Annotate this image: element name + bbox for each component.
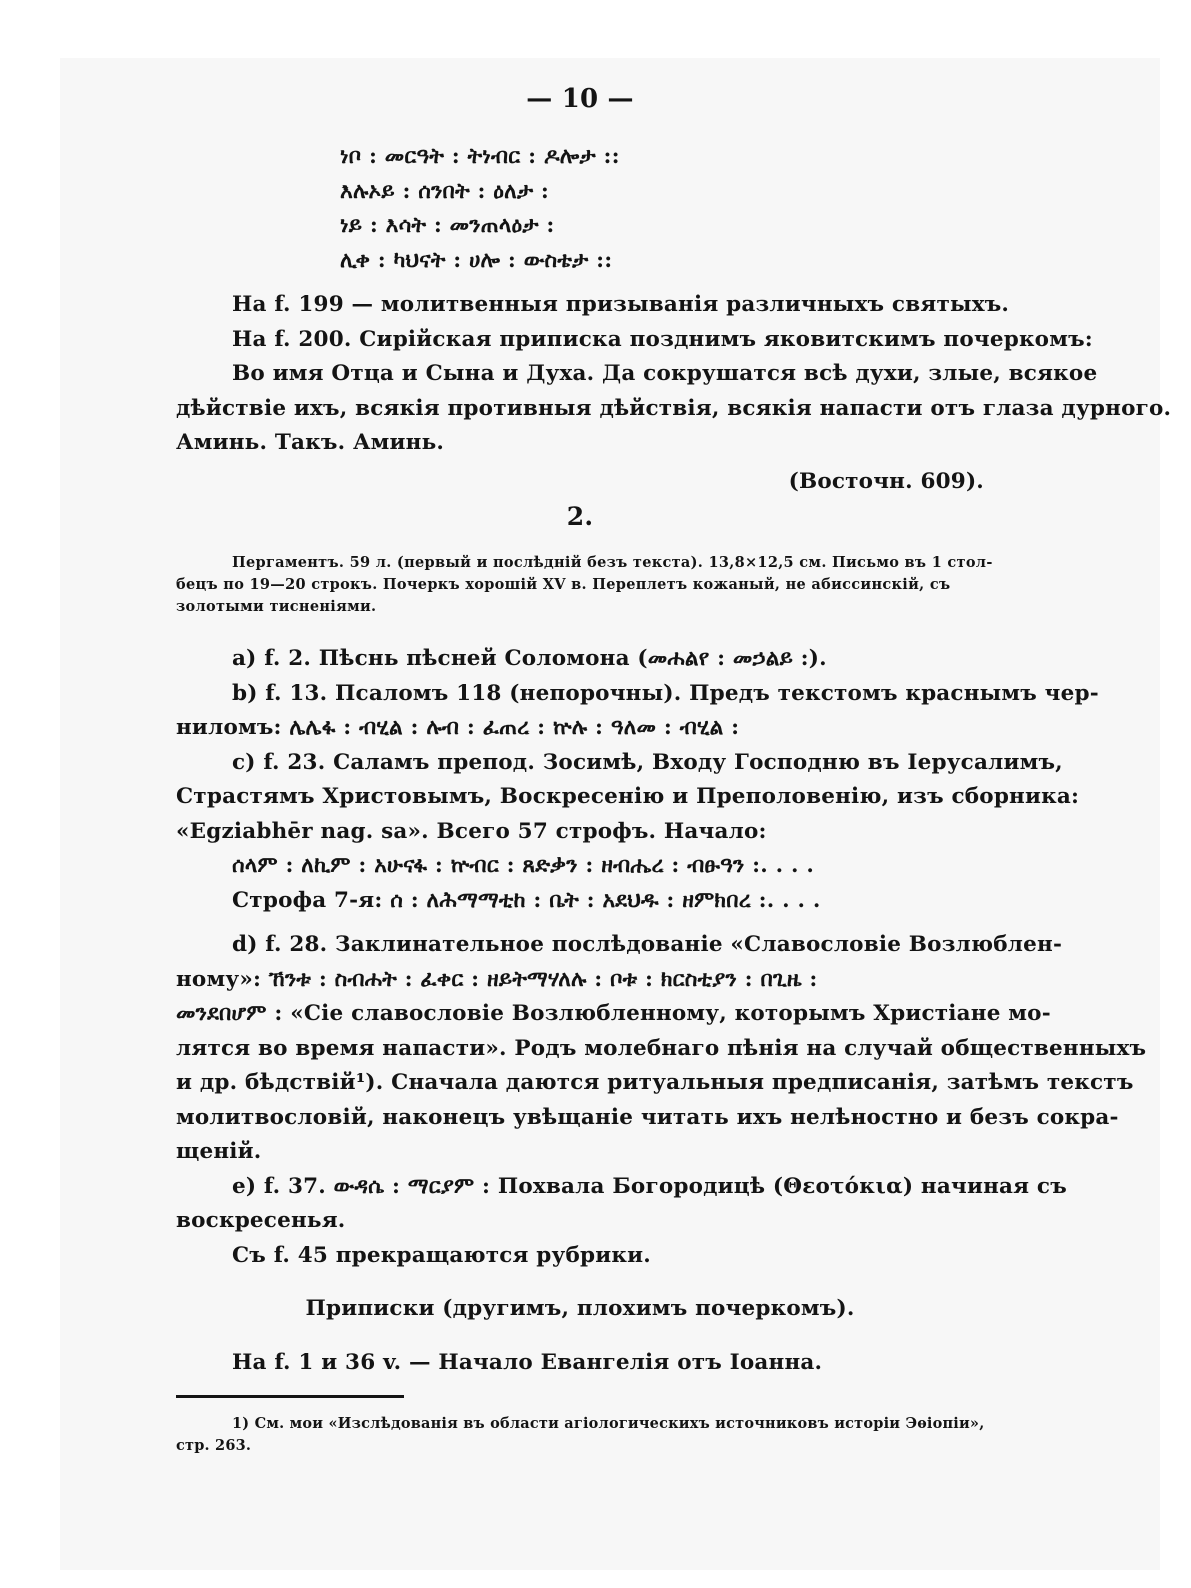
item-c-stanza: Строфа 7-я: ሰ : ለሕማማቲከ : ቤት : አደህዱ : ዘምክበረ :. . . . [232,887,821,913]
footnote-rule [176,1395,404,1398]
f200-line: На f. 200. Сирійская приписка позднимъ яковитскимъ почеркомъ: [232,326,1093,352]
description-line: Пергаментъ. 59 л. (первый и послѣдній безъ текста). 13,8×12,5 см. Письмо въ 1 стол- [232,554,993,571]
rubrics-line: Съ f. 45 прекращаются рубрики. [232,1242,651,1268]
geez-line: ነቦ : መርዓት : ትነብር : ዶሎታ :: [340,144,620,169]
manuscript-description [176,552,993,618]
item-a: a) f. 2. Пѣснь пѣсней Соломона (መሐልየ : መኃልይ :). [232,646,827,671]
item-e-cont: воскресенья. [176,1208,346,1233]
geez-line: ሊቀ : ካህናት : ሀሎ : ውስቴታ :: [340,247,613,273]
item-d: d) f. 28. Заклинательное послѣдованіе «Славословіе Возлюблен- [232,932,1063,957]
prayer-line: дѣйствіе ихъ, всякія противныя дѣйствія, всякія напасти отъ глаза дурного. [176,395,1172,421]
item-d-cont: መንደበሆም : «Сіе славословіе Возлюбленному, которымъ Христіане мо- [176,1001,1051,1026]
geez-line: ነይ : እሳት : መንጠላዕታ : [340,213,555,238]
item-e: e) f. 37. ውዳሴ : ማርያም : Похвала Богородицѣ (Θεοτόκια) начиная съ [232,1173,1067,1199]
item-b-cont: ниломъ: ሌሌፋ : ብሂል : ሉብ : ፈጠረ : ኵሉ : ዓለመ : ብሂል : [176,715,740,740]
geez-line: እሉኦይ : ሰንበት : ዕለታ : [340,178,550,204]
footnote-line: 1) См. мои «Изслѣдованія въ области агіологическихъ источниковъ исторіи Эѳіопіи», [232,1415,985,1432]
contents-list [176,642,1147,1273]
prayer-line: Аминь. Такъ. Аминь. [176,430,445,455]
item-c: c) f. 23. Саламъ препод. Зосимѣ, Входу Господню въ Іерусалимъ, [232,749,1063,775]
geez-verse-block [340,140,760,278]
item-d-cont: щеній. [176,1139,262,1164]
prayer-line: Во имя Отца и Сына и Духа. Да сокрушатся всѣ духи, злые, всякое [232,361,1098,386]
section-number: 2. [566,502,594,531]
source-reference: (Восточн. 609). [788,468,984,494]
notes-line: На f. 1 и 36 v. — Начало Евангелія отъ Іоанна. [232,1350,823,1375]
item-d-cont: ному»: ኸንቱ : ስብሐት : ፈቀር : ዘይትማሃለሉ : ቦቱ : ክርስቲያን : በጊዜ : [176,966,818,992]
f199-line: На f. 199 — молитвенныя призыванія различныхъ святыхъ. [232,292,1010,317]
notes-heading: Приписки (другимъ, плохимъ почеркомъ). [305,1296,855,1321]
page-number: — 10 — [526,84,634,114]
item-b: b) f. 13. Псаломъ 118 (непорочны). Предъ текстомъ краснымъ чер- [232,680,1099,706]
item-d-cont: лятся во время напасти». Родъ молебнаго пѣнія на случай общественныхъ [176,1035,1147,1061]
footnote-line: стр. 263. [176,1437,252,1454]
item-d-cont: молитвословій, наконецъ увѣщаніе читать ихъ нелѣностно и безъ сокра- [176,1104,1119,1130]
item-c-cont: Страстямъ Христовымъ, Воскресенію и Преполовенію, изъ сборника: [176,784,1080,809]
item-c-geez: ሰላም : ለኪም : አሁናፋ : ኵብር : ጸድቃን : ዘብሔረ : ብፁዓን :. . . . [232,853,815,878]
description-line: бецъ по 19—20 строкъ. Почеркъ хорошій XV в. Переплетъ кожаный, не абиссинскій, съ [176,576,951,593]
item-c-cont: «Egziabhēr nag. sa». Всего 57 строфъ. Начало: [176,818,767,844]
first-part [176,288,1172,499]
footnote [176,1413,984,1457]
item-d-cont: и др. бѣдствій¹). Сначала даются ритуальныя предписанія, затѣмъ текстъ [176,1070,1134,1095]
description-line: золотыми тисненіями. [176,598,377,615]
